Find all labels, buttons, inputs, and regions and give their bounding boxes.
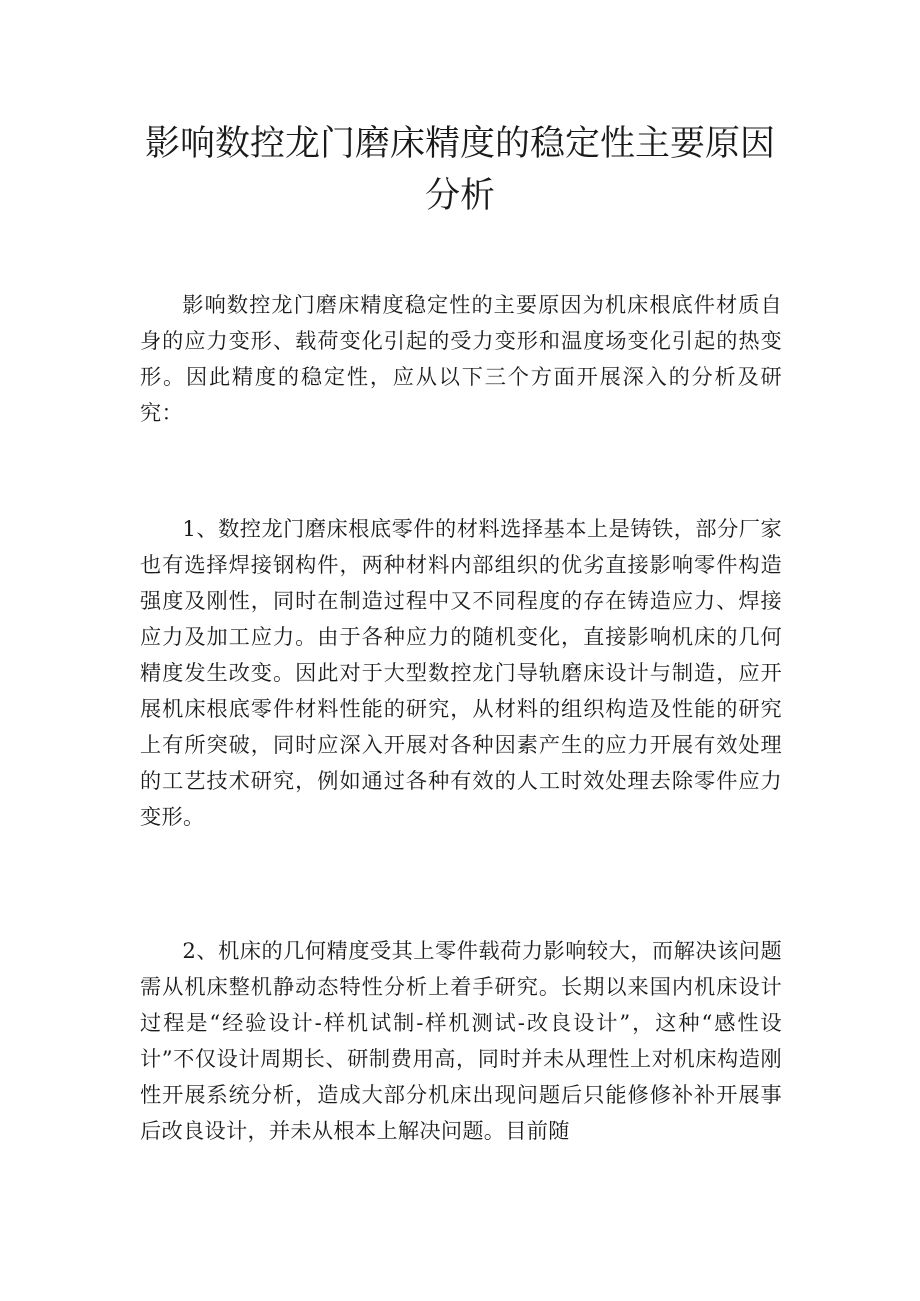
paragraph-load-deformation: 2、机床的几何精度受其上零件载荷力影响较大，而解决该问题需从机床整机静动态特性分析上着手研究。长期以来国内机床设计过程是“经验设计-样机试制-样机测试-改良设计”，这种“感性设计”不仅设计周期长、研制费用高，同时并未从理性上对机床构造刚性开展系统分析，造成大部分机床出现问题后只能修修补补开展事后改良设计，并未从根本上解决问题。目前随 [140, 938, 782, 1143]
document-title: 影响数控龙门磨床精度的稳定性主要原因分析 [144, 124, 775, 216]
paragraph-intro: 影响数控龙门磨床精度稳定性的主要原因为机床根底件材质自身的应力变形、载荷变化引起的受力变形和温度场变化引起的热变形。因此精度的稳定性，应从以下三个方面开展深入的分析及研究： [140, 292, 782, 425]
paragraph-material-stress: 1、数控龙门磨床根底零件的材料选择基本上是铸铁，部分厂家也有选择焊接钢构件，两种材料内部组织的优劣直接影响零件构造强度及刚性，同时在制造过程中又不同程度的存在铸造应力、焊接应力及加工应力。由于各种应力的随机变化，直接影响机床的几何精度发生改变。因此对于大型数控龙门导轨磨床设计与制造，应开展机床根底零件材料性能的研究，从材料的组织构造及性能的研究上有所突破，同时应深入开展对各种因素产生的应力开展有效处理的工艺技术研究，例如通过各种有效的人工时效处理去除零件应力变形。 [140, 516, 782, 829]
